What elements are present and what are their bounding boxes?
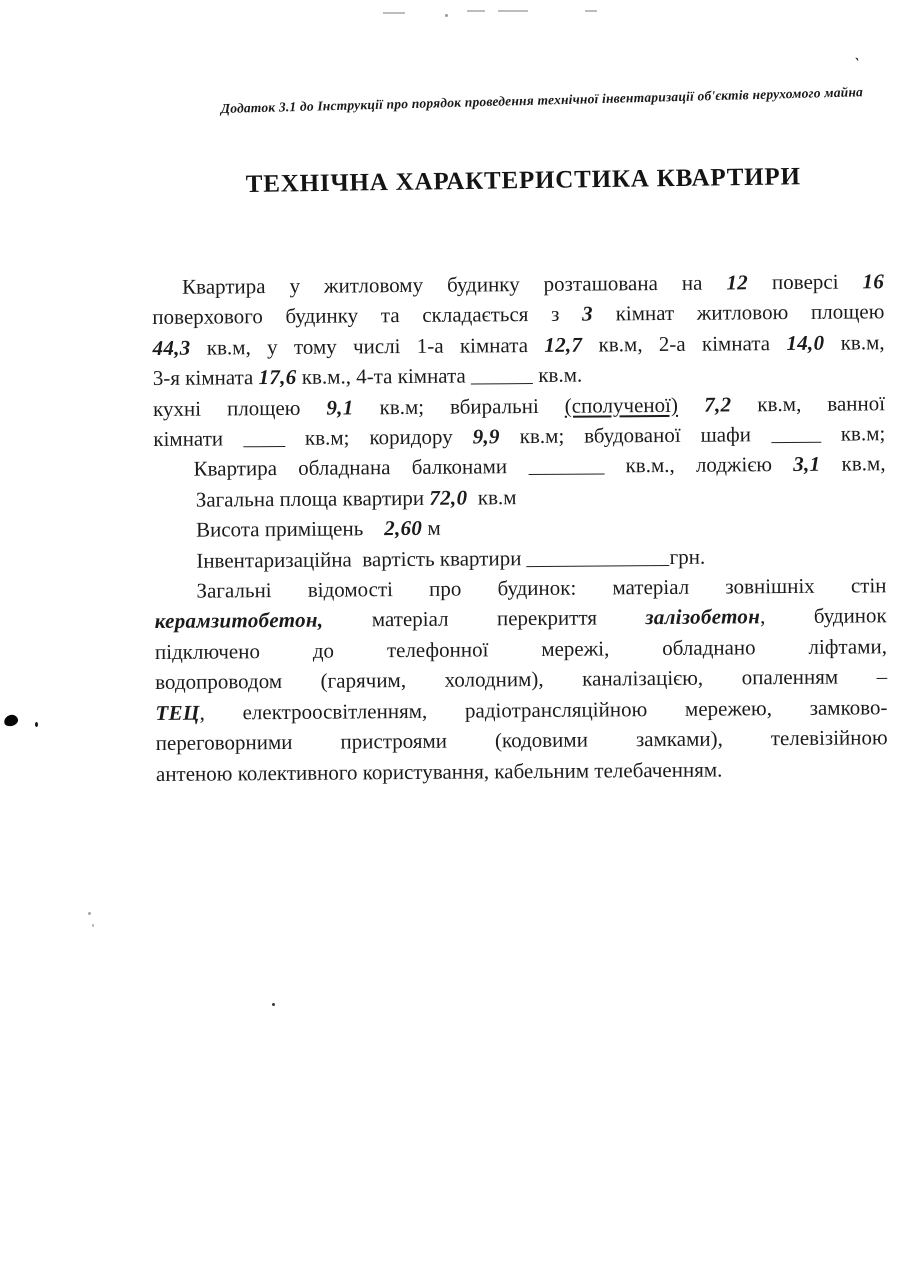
filled-value: 3	[582, 301, 594, 327]
blank-field	[528, 473, 604, 476]
scan-mark	[383, 12, 405, 14]
text-line	[153, 449, 885, 485]
filled-value: залізобетон	[645, 604, 761, 630]
filled-value: керамзитобетон,	[154, 608, 324, 634]
text-segment: кв.м, у тому числі 1-а кімната	[190, 332, 545, 360]
filled-value: 3,1	[793, 452, 821, 477]
text-segment: кв.м, 2-а кімната	[582, 330, 787, 357]
text-segment: водопроводом (гарячим, холодним), каналізацією, опаленням –	[155, 664, 888, 695]
text-segment: кв.м	[467, 484, 517, 510]
text-segment: грн.	[669, 544, 706, 569]
text-segment: кв.м; вбиральні	[353, 393, 565, 420]
ink-dot	[35, 722, 38, 727]
text-line	[156, 753, 888, 789]
text-segment: кв.м, ванної	[731, 390, 886, 417]
text-segment: Квартира обладнана балконами	[193, 454, 529, 482]
filled-value: 14,0	[786, 330, 825, 355]
page-title: ТЕХНІЧНА ХАРАКТЕРИСТИКА КВАРТИРИ	[245, 163, 801, 199]
filled-value: 9,9	[472, 424, 500, 449]
filled-value: 2,60	[384, 516, 423, 541]
text-line	[156, 722, 888, 758]
text-segment: антеною колективного користування, кабельним телебаченням.	[155, 757, 723, 786]
filled-value: 16	[862, 269, 885, 294]
text-segment: Висота приміщень	[195, 516, 385, 542]
text-segment: підключено до телефонної мережі, обладнано ліфтами,	[154, 634, 888, 664]
ink-blot-icon	[3, 713, 19, 727]
text-segment: кв.м;	[820, 421, 886, 446]
blank-field	[471, 382, 533, 384]
text-segment: Інвентаризаційна вартість квартири	[196, 545, 527, 573]
header-note: Додаток 3.1 до Інструкції про порядок проведення технічної інвентаризації об'єктів нерухомого майна	[220, 84, 864, 117]
text-segment: кв.м; вбудованої шафи	[499, 422, 771, 449]
scan-speck	[272, 1003, 275, 1006]
text-segment: кв.м,	[820, 451, 886, 477]
filled-value: 44,3	[152, 335, 191, 360]
text-segment: кв.м., лоджією	[604, 452, 794, 478]
text-segment: Загальна площа квартири	[195, 485, 430, 512]
blank-field	[243, 445, 285, 447]
text-segment: кв.м; коридору	[284, 424, 473, 450]
filled-value: 12	[726, 270, 749, 295]
filled-value: 72,0	[429, 485, 468, 510]
text-segment: кв.м,	[824, 330, 885, 355]
blank-field	[527, 564, 670, 567]
scan-mark	[498, 10, 528, 12]
text-segment: м	[422, 515, 441, 541]
text-segment: кухні площею	[152, 395, 327, 421]
filled-value: 9,1	[326, 395, 354, 420]
scan-speck	[88, 912, 91, 915]
text-line	[152, 327, 884, 363]
filled-value: 17,6	[258, 365, 297, 390]
text-segment: переговорними пристроями (кодовими замками), телевізійною	[155, 725, 888, 756]
scan-mark	[445, 14, 448, 17]
scan-mark: `	[851, 55, 861, 74]
text-segment: матеріал перекриття	[323, 605, 646, 633]
text-segment: Загальні відомості про будинок: матеріал зовнішніх стін	[196, 573, 887, 603]
text-segment: поверхового будинку та складається з	[152, 302, 583, 330]
scan-mark	[585, 10, 597, 12]
blank-field	[771, 441, 821, 443]
text-segment: кв.м., 4-та кімната	[296, 363, 472, 390]
underlined-text: (сполученої)	[564, 392, 679, 418]
text-segment: кімнат житловою площею	[592, 299, 885, 326]
filled-value: 7,2	[677, 392, 732, 417]
filled-value: 12,7	[544, 332, 583, 357]
scan-speck	[92, 924, 94, 927]
text-segment: кімнати	[153, 426, 244, 452]
filled-value: ТЕЦ	[155, 700, 200, 725]
text-segment: Квартира у житловому будинку розташована на	[182, 270, 727, 299]
text-segment: поверсі	[747, 269, 863, 295]
text-segment: , будинок	[760, 603, 887, 629]
text-segment: кв.м.	[532, 362, 583, 388]
scan-mark	[467, 10, 485, 12]
document-body	[152, 266, 888, 789]
text-segment: , електроосвітленням, радіотрансляційною мережею, замково-	[199, 694, 888, 725]
text-segment: 3-я кімната	[152, 365, 259, 391]
